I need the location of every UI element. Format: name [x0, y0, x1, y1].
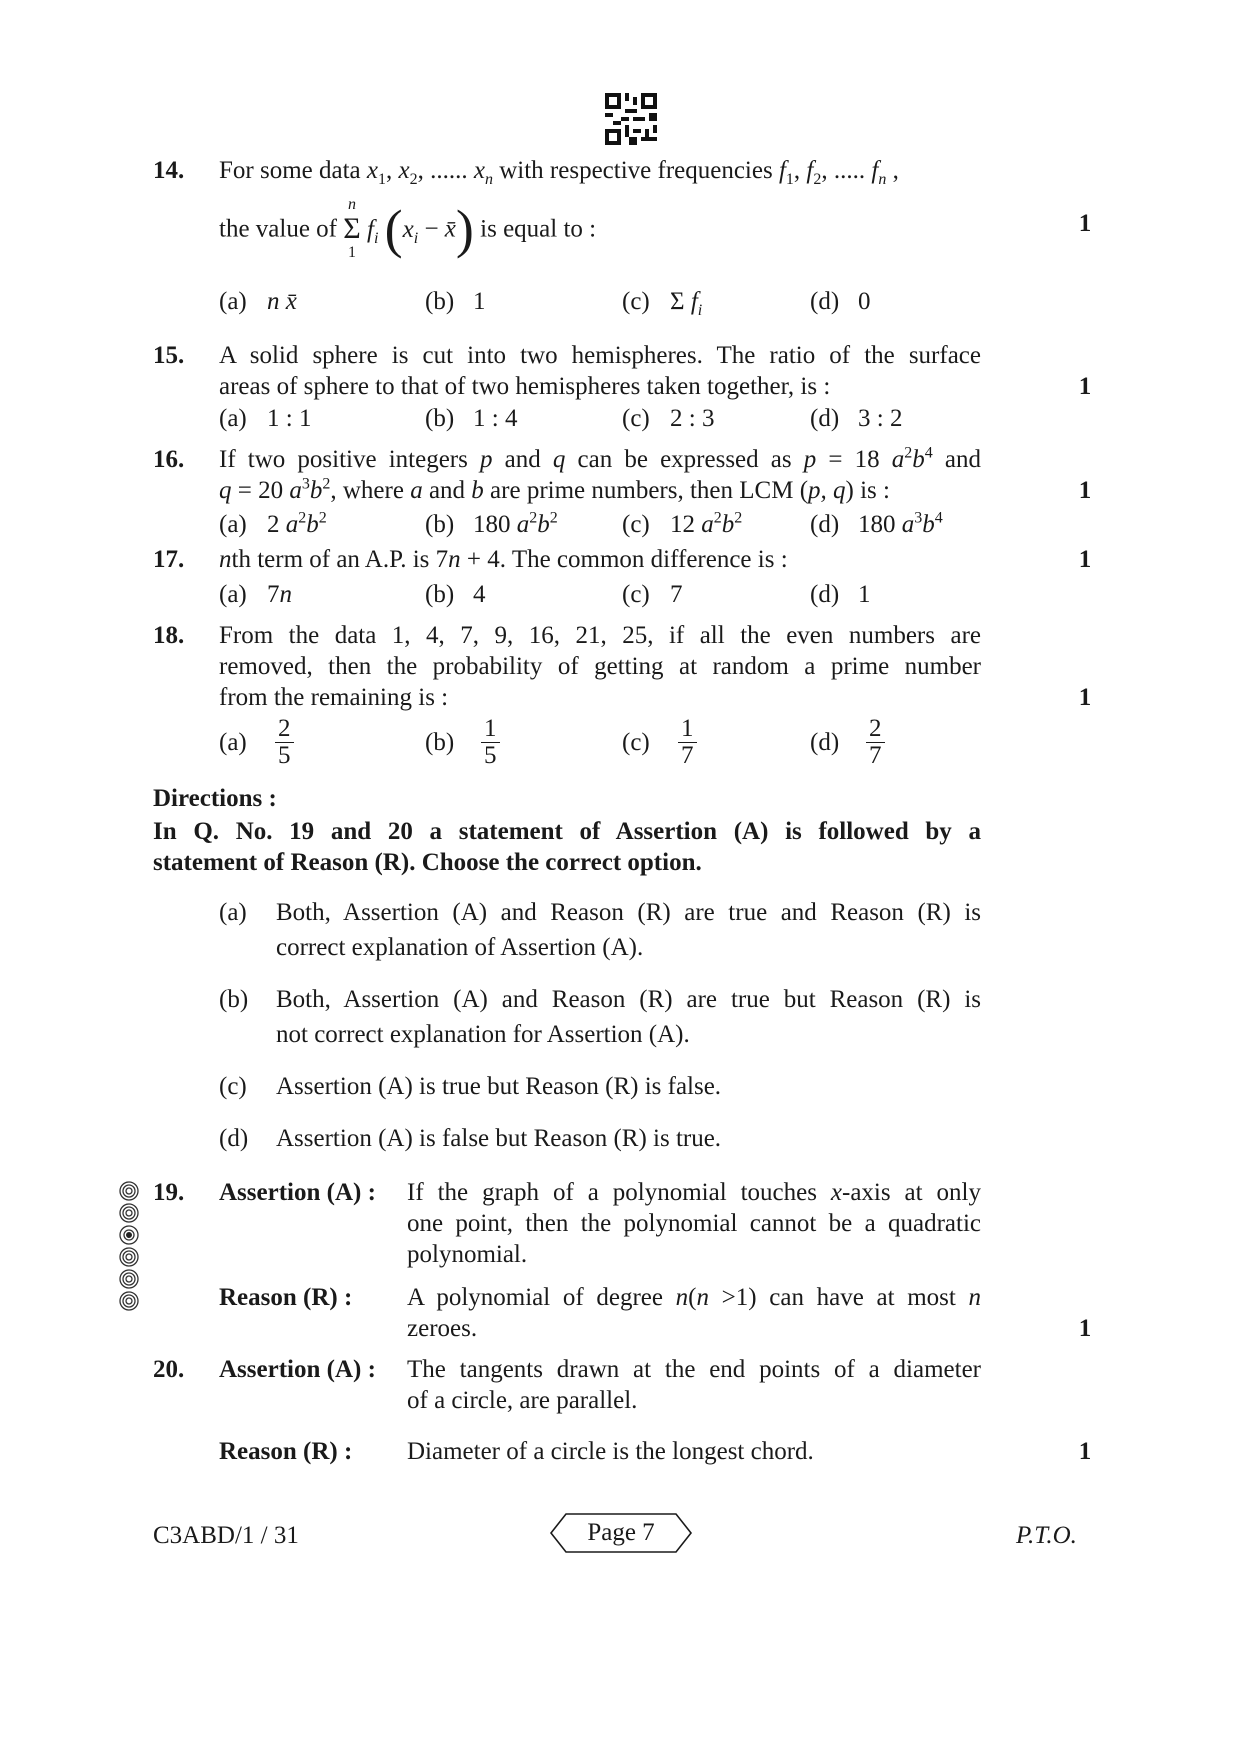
marks: 1 — [1078, 210, 1092, 237]
reason-label: Reason (R) : — [219, 1284, 353, 1311]
option-b: (b) 180 $a^2b^2$ — [425, 509, 558, 538]
qr-code — [605, 93, 657, 145]
fraction: $\frac{1}{5}$ — [481, 716, 500, 769]
spiral-decoration — [118, 1180, 140, 1312]
fraction: $\frac{1}{7}$ — [678, 716, 697, 769]
option-a: (a) 7n — [219, 581, 292, 608]
question-number: 17. — [153, 546, 185, 573]
page-number: Page 7 — [587, 1519, 655, 1546]
question-16-line-1: If two positive integers p and q can be expressed as p = 18 $a^2b^4$ and — [219, 444, 981, 473]
assertion-text-line-1: If the graph of a polynomial touches x-axis at only — [407, 1179, 981, 1206]
fraction: $\frac{2}{7}$ — [866, 716, 885, 769]
option-a: (a) n x̄ — [219, 288, 297, 315]
option-a: (a) 1 : 1 — [219, 405, 312, 432]
question-17-line-1: nth term of an A.P. is 7n + 4. The common difference is : — [219, 546, 788, 573]
assertion-label: Assertion (A) : — [219, 1356, 376, 1383]
option-d: (d) $\frac{2}{7}$ — [810, 716, 885, 769]
option-d: (d) 3 : 2 — [810, 405, 903, 432]
question-14-line-2: the value of n Σ 1 $f_i$ ($x_i$ − x̄) is equal to : — [219, 196, 597, 261]
question-15-line-1: A solid sphere is cut into two hemispheres. The ratio of the surface — [219, 342, 981, 369]
directions-line-1: In Q. No. 19 and 20 a statement of Assertion (A) is followed by a — [153, 818, 981, 845]
reason-text-line-2: zeroes. — [407, 1315, 478, 1342]
question-number: 15. — [153, 342, 185, 369]
reason-text-line-1: A polynomial of degree n(n >1) can have at most n — [407, 1284, 981, 1311]
directions-title: Directions : — [153, 785, 277, 812]
question-16-line-2: q = 20 $a^3b^2$, where a and b are prime numbers, then LCM (p, q) is : — [219, 475, 890, 504]
question-18-line-2: removed, then the probability of getting at random a prime number — [219, 653, 981, 680]
assertion-text-line-1: The tangents drawn at the end points of a diameter — [407, 1356, 981, 1383]
assertion-text-line-3: polynomial. — [407, 1241, 528, 1268]
marks: 1 — [1078, 1315, 1092, 1342]
question-18-line-1: From the data 1, 4, 7, 9, 16, 21, 25, if all the even numbers are — [219, 622, 981, 649]
please-turn-over: P.T.O. — [1016, 1522, 1077, 1549]
marks: 1 — [1078, 477, 1092, 504]
option-b: (b) $\frac{1}{5}$ — [425, 716, 500, 769]
question-14-line-1: For some data $x_1$, $x_2$, ...... $x_n$ with respective frequencies $f_1$, $f_2$, ..... $f_n$ , — [219, 157, 899, 188]
marks: 1 — [1078, 546, 1092, 573]
option-d: (d) 180 $a^3b^4$ — [810, 509, 943, 538]
paper-code: C3ABD/1 / 31 — [153, 1522, 299, 1549]
option-d: (d) 1 — [810, 581, 871, 608]
reason-text-line-1: Diameter of a circle is the longest chord. — [407, 1438, 814, 1465]
assertion-label: Assertion (A) : — [219, 1179, 376, 1206]
option-a: (a) $\frac{2}{5}$ — [219, 716, 294, 769]
marks: 1 — [1078, 1438, 1092, 1465]
option-c: (c) $\frac{1}{7}$ — [622, 716, 697, 769]
question-number: 16. — [153, 446, 185, 473]
marks: 1 — [1078, 373, 1092, 400]
assertion-text-line-2: of a circle, are parallel. — [407, 1387, 638, 1414]
option-c: (c) 12 $a^2b^2$ — [622, 509, 743, 538]
option-b: (b) 4 — [425, 581, 486, 608]
option-b: (b) 1 — [425, 288, 486, 315]
option-d: (d) 0 — [810, 288, 871, 315]
question-18-line-3: from the remaining is : — [219, 684, 449, 711]
question-15-line-2: areas of sphere to that of two hemispheres taken together, is : — [219, 373, 831, 400]
question-number: 14. — [153, 157, 185, 184]
option-c: (c) Σ $f_i$ — [622, 288, 703, 319]
question-number: 19. — [153, 1179, 185, 1206]
fraction: $\frac{2}{5}$ — [275, 716, 294, 769]
marks: 1 — [1078, 684, 1092, 711]
question-number: 20. — [153, 1356, 185, 1383]
assertion-text-line-2: one point, then the polynomial cannot be a quadratic — [407, 1210, 981, 1237]
option-b: (b) 1 : 4 — [425, 405, 518, 432]
option-c: (c) 2 : 3 — [622, 405, 715, 432]
option-c: (c) 7 — [622, 581, 683, 608]
reason-label: Reason (R) : — [219, 1438, 353, 1465]
option-a: (a) 2 $a^2b^2$ — [219, 509, 327, 538]
question-number: 18. — [153, 622, 185, 649]
directions-line-2: statement of Reason (R). Choose the correct option. — [153, 849, 702, 876]
page-number-badge — [548, 1511, 694, 1555]
